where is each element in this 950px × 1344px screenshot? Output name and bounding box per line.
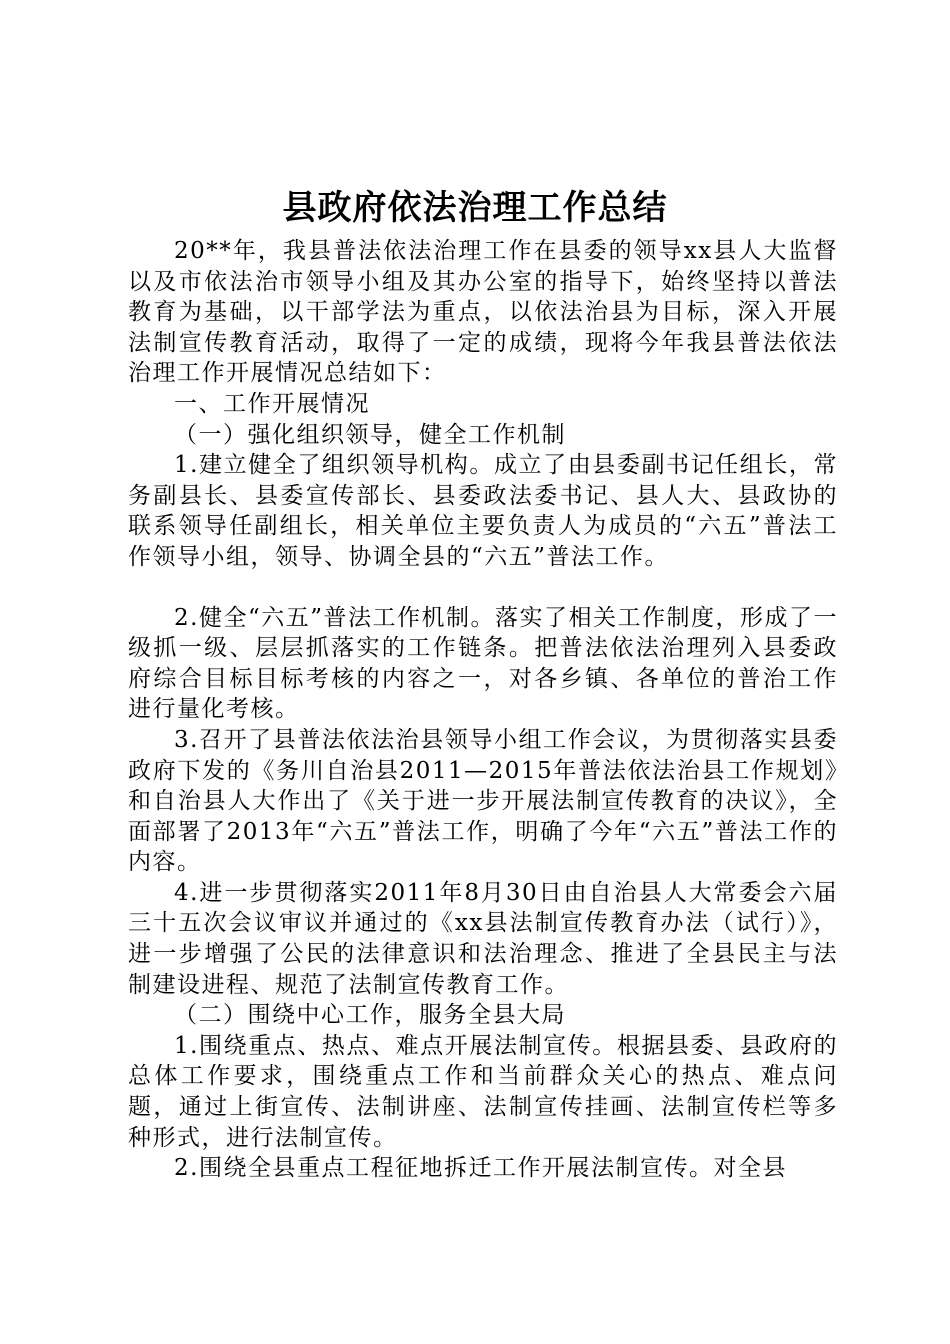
intro-paragraph: 20**年，我县普法依法治理工作在县委的领导xx县人大监督以及市依法治市领导小组及其办公室的指导下，始终坚持以普法教育为基础，以干部学法为重点，以依法治县为目标，深入开展法制宣传教育活动，取得了一定的成绩，现将今年我县普法依法治理工作开展情况总结如下： <box>128 238 838 387</box>
document-body <box>128 236 838 1184</box>
paragraph-item-4: 4.进一步贯彻落实2011年8月30日由自治县人大常委会六届三十五次会议审议并通过的《xx县法制宣传教育办法（试行）》，进一步增强了公民的法律意识和法治理念、推进了全县民主与法制建设进程、规范了法制宣传教育工作。 <box>128 879 838 998</box>
paragraph-item-1: 1.建立健全了组织领导机构。成立了由县委副书记任组长，常务副县长、县委宣传部长、县委政法委书记、县人大、县政协的联系领导任副组长，相关单位主要负责人为成员的“六五”普法工作领导小组，领导、协调全县的“六五”普法工作。 <box>128 452 838 570</box>
subsection-heading-2: （二）围绕中心工作，服务全县大局 <box>174 1002 566 1029</box>
section-heading-1: 一、工作开展情况 <box>174 390 370 417</box>
paragraph-item-6: 2.围绕全县重点工程征地拆迁工作开展法制宣传。对全县 <box>174 1155 787 1182</box>
paragraph-item-2: 2.健全“六五”普法工作机制。落实了相关工作制度，形成了一级抓一级、层层抓落实的工作链条。把普法依法治理列入县委政府综合目标目标考核的内容之一，对各乡镇、各单位的普治工作进行量化考核。 <box>128 604 838 723</box>
paragraph-item-5: 1.围绕重点、热点、难点开展法制宣传。根据县委、县政府的总体工作要求，围绕重点工作和当前群众关心的热点、难点问题，通过上街宣传、法制讲座、法制宣传挂画、法制宣传栏等多种形式，进行法制宣传。 <box>128 1032 838 1151</box>
paragraph-item-3: 3.召开了县普法依法治县领导小组工作会议，为贯彻落实县委政府下发的《务川自治县2011—2015年普法依法治县工作规划》和自治县人大作出了《关于进一步开展法制宣传教育的决议》，全面部署了2013年“六五”普法工作，明确了今年“六五”普法工作的内容。 <box>128 726 838 876</box>
document-title: 县政府依法治理工作总结 <box>282 188 668 228</box>
subsection-heading-1: （一）强化组织领导，健全工作机制 <box>174 421 566 448</box>
